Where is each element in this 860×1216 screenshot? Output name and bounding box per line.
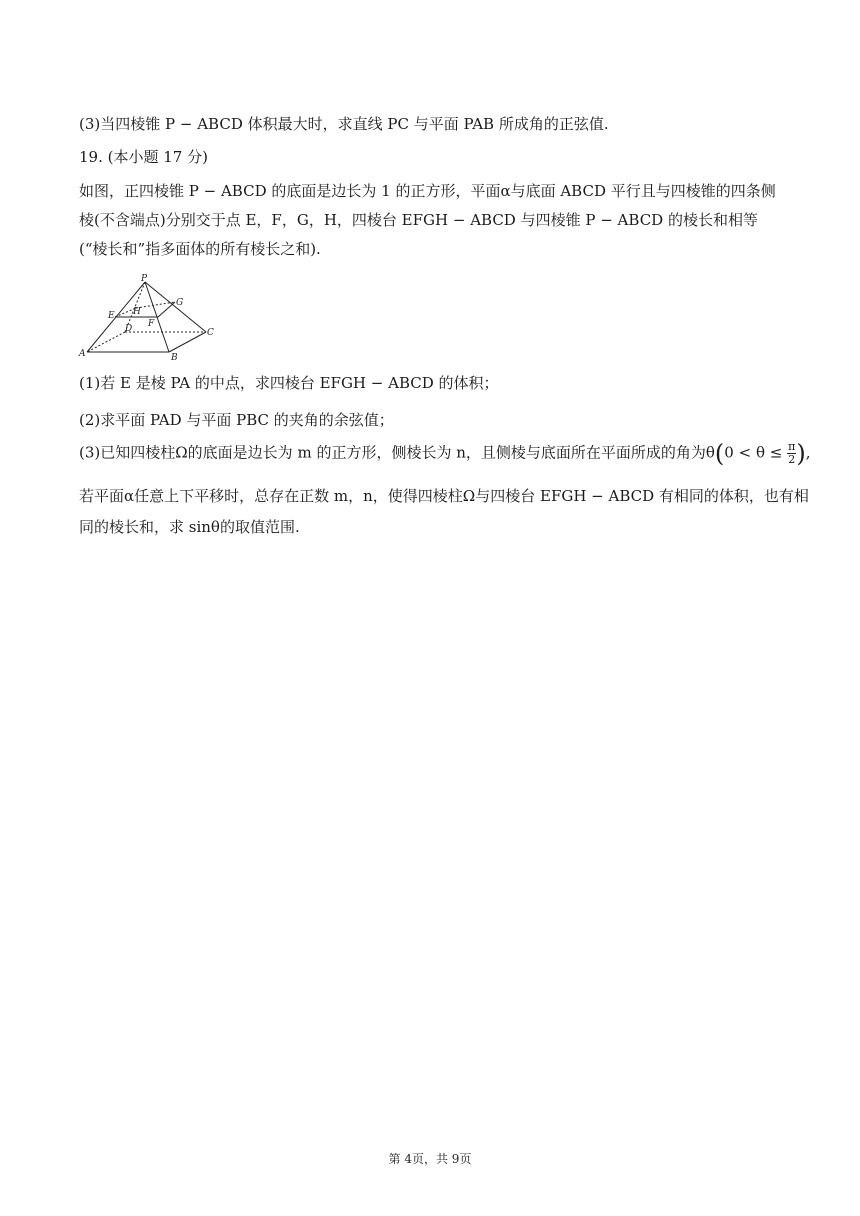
label-b: B	[171, 353, 178, 363]
label-d: D	[125, 324, 133, 334]
question-19-intro: 如图，正四棱锥 P − ABCD 的底面是边长为 1 的正方形，平面α与底面 ABCD 平行且与四棱锥的四条侧棱(不含端点)分别交于点 E，F，G，H，四棱台 EFGH − ABCD 与四棱锥 P − ABCD 的棱长和相等(“棱长和”指多面体的所有棱长之和).	[79, 182, 776, 258]
fraction-denominator: 2	[788, 453, 796, 466]
question-18-part-3: (3)当四棱锥 P − ABCD 体积最大时，求直线 PC 与平面 PAB 所成角的正弦值.	[79, 115, 609, 133]
question-19-part-3-line-3: 同的棱长和，求 sinθ的取值范围.	[79, 518, 300, 536]
label-h: H	[133, 307, 141, 317]
label-c: C	[207, 328, 214, 338]
label-g: G	[176, 298, 184, 308]
question-19-part-1: (1)若 E 是棱 PA 的中点，求四棱台 EFGH − ABCD 的体积；	[79, 374, 499, 392]
fraction-numerator: π	[788, 440, 796, 453]
question-19-part-2: (2)求平面 PAD 与平面 PBC 的夹角的余弦值；	[79, 411, 394, 429]
page-footer: 第 4页，共 9页	[388, 1152, 472, 1166]
pyramid-figure	[78, 272, 220, 364]
part3-range: 0 < θ ≤	[724, 443, 783, 462]
label-p: P	[141, 274, 148, 284]
pi-over-2-fraction	[787, 441, 796, 466]
label-a: A	[79, 349, 86, 359]
right-paren: )	[796, 439, 806, 468]
question-19-header: 19. (本小题 17 分)	[79, 148, 208, 166]
label-e: E	[108, 311, 115, 321]
question-19-part-3-line-1: (3)已知四棱柱Ω的底面是边长为 m 的正方形，侧棱长为 n，且侧棱与底面所在平面所成的角为θ(0 < θ ≤ $\frac{\pi}{2}$ ),	[79, 439, 811, 468]
question-19-part-3-line-2: 若平面α任意上下平移时，总存在正数 m，n，使得四棱柱Ω与四棱台 EFGH − ABCD 有相同的体积，也有相	[79, 487, 809, 505]
label-f: F	[148, 319, 155, 329]
part3-text: (3)已知四棱柱Ω的底面是边长为 m 的正方形，侧棱长为 n，且侧棱与底面所在平面所成的角为θ	[79, 443, 715, 462]
left-paren: (	[714, 439, 725, 468]
